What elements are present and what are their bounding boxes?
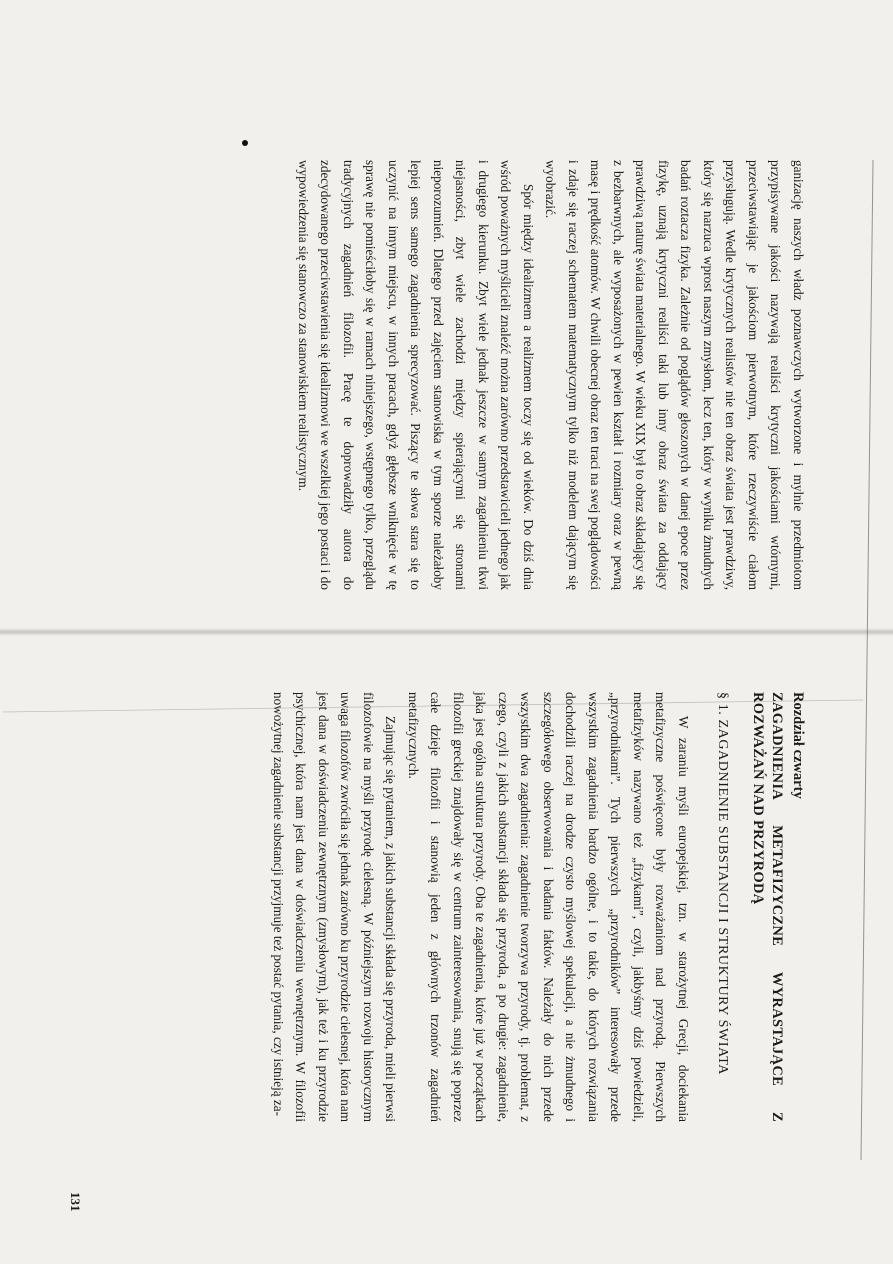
- top-edge-line: [861, 160, 873, 1160]
- page-number: 131: [68, 1192, 83, 1212]
- section-heading: § 1. ZAGADNIENIE SUBSTANCJI I STRUKTURY ŚWIATA: [715, 692, 730, 1075]
- chapter-label: Rozdział czwarty: [790, 692, 806, 799]
- left-paragraph-2: Spór między idealizmem a realizmem toczy się od wieków. Do dziś dnia wśród poważnych myślicieli znaleźć można zarówno przedstawicieli jednego jak i drugiego kierunku. Zbyt wiele jednak jeszcze w samym zagadnieniu tkwi niejasności, zbyt wiele zachodzi między spierającymi się stronami nieporozumień. Dlatego przed zajęciem stanowiska w tym sporze należałoby lepiej sens samego zagadnienia sprecyzować. Piszący te słowa stara się to uczynić na innym miejscu, w innych pracach, gdyż głębsze wniknięcie w tę sprawę nie pomieściłoby się w ramach niniejszego, wstępnego tylko, przeglądu tradycyjnych zagadnień filozofii. Pracę te doprowadziły autora do zdecydowanego przeciwstawienia się idealizmowi we wszelkiej jego postaci i do wypowiedzenia się stanowczo za stanowiskiem realistycznym.: [296, 160, 536, 590]
- fold-edge-line: [3, 700, 863, 712]
- right-paragraph-2: Zajmując się pytaniem, z jakich substancji składa się przyroda, mieli pierwsi filozofowie na myśli przyrodę cielesną. W późniejszym rozwoju historycznym uwaga filozofów zwróciła się jednak zarówno ku przyrodzie cielesnej, która nam jest dana w doświadczeniu zewnętrznym (zmysłowym), jak też i ku przyrodzie psychicznej, która nam jest dana w doświadczeniu wewnętrznym. W filozofii nowożytnej zagadnienie substancji przyjmuje też postać pytania, czy istnieją za-: [271, 692, 399, 1122]
- left-paragraph-1: ganizację naszych władz poznawczych wytworzone i mylnie przedmiotom przypisywane jakości nazywają realiści krytyczni jakościami wtórnymi, przeciwstawiając je jakościom pierwotnym, które rzeczywiście ciałom przysługują. Wedle krytycznych realistów nie ten obraz świata jest prawdziwy, który się narzuca wprost naszym zmysłom, lecz ten, który w wyniku żmudnych badań roztacza fizyka. Zależnie od poglądów głoszonych w danej epoce przez fizykę, uznają krytyczni realiści taki lub inny obraz świata za oddający prawdziwą naturę świata materialnego. W wieku XIX był to obraz składający się z bezbarwnych, ale wyposażonych w pewien kształt i rozmiary oraz w pewną masę i prędkość atomów. W chwili obecnej obraz ten traci na swej poglądowości i zdaje się raczej schematem matematycznym tylko niż modelem dającym się wyobrazić.: [543, 160, 806, 590]
- chapter-title: ZAGADNIENIA METAFIZYCZNE WYRASTAJĄCE Z ROZWAŻAŃ NAD PRZYRODĄ: [750, 692, 785, 1122]
- right-paragraph-1: W zaraniu myśli europejskiej, tzn. w starożytnej Grecji, dociekania metafizyczne poświęcone były rozważaniom nad przyrodą. Pierwszych metafizyków nazywano też „fizykami”, czyli, jakbyśmy dziś powiedzieli, „przyrodnikami”. Tych pierwszych „przyrodników” interesowały przede wszystkim zagadnienia bardzo ogólne, i to takie, do których rozwiązania dochodzili raczej na drodze czysto myślowej spekulacji, a nie żmudnego i szczegółowego obserwowania i badania faktów. Należały do nich przede wszystkim dwa zagadnienia: zagadnienie tworzywa przyrody, tj. problemat, z czego, czyli z jakich substancji składa się przyroda, a po drugie: zagadnienie, jaka jest ogólna struktura przyrody. Oba te zagadnienia, które już w początkach filozofii greckiej znajdowały się w centrum zainteresowania, snują się poprzez całe dzieje filozofii i stanowią jeden z głównych trzonów zagadnień metafizycznych.: [406, 692, 691, 1122]
